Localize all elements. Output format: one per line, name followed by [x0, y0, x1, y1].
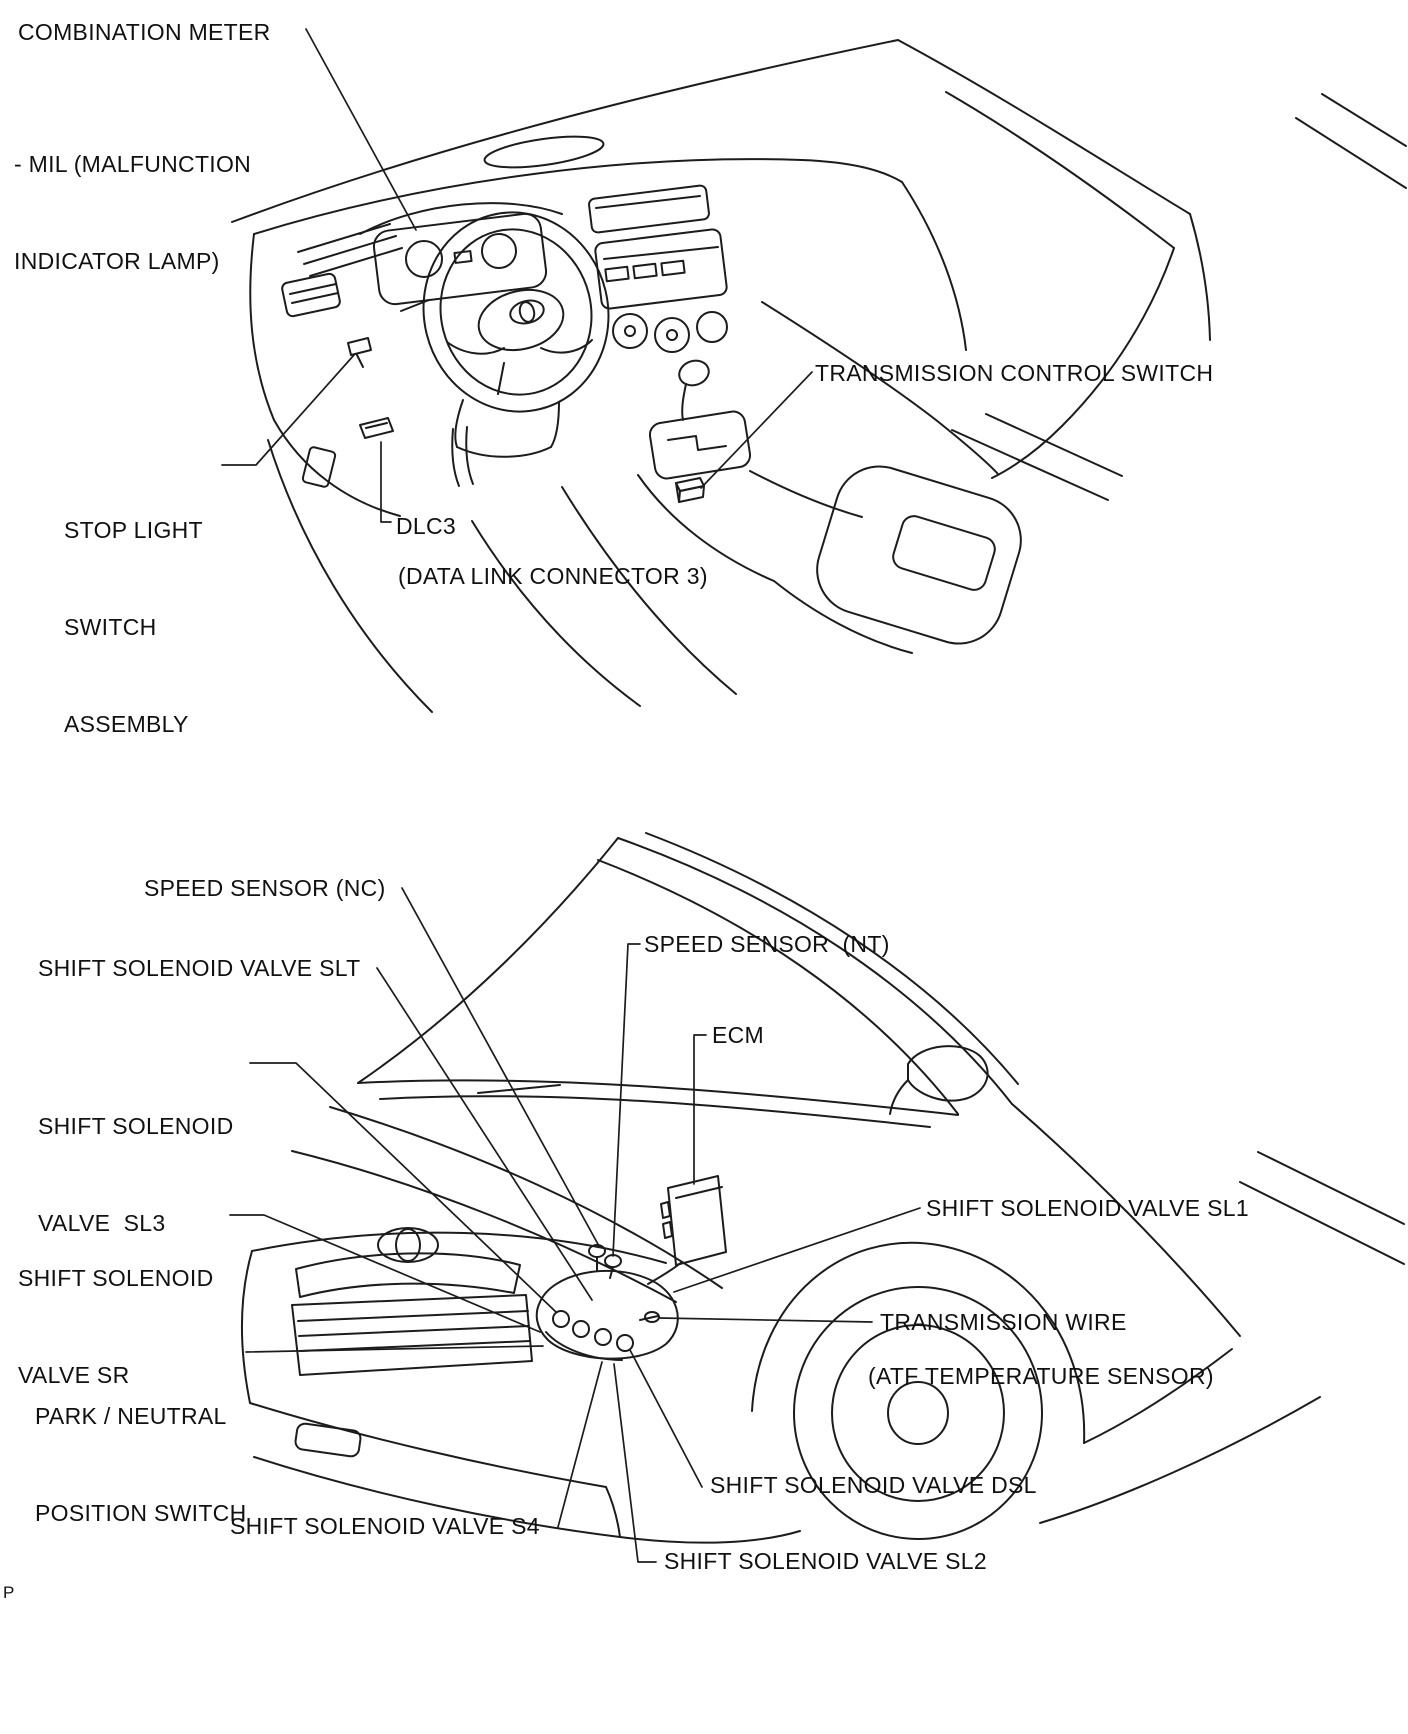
leader-ecm — [694, 1035, 706, 1184]
label-park-neutral-line1: PARK / NEUTRAL — [35, 1403, 227, 1430]
label-stop-light-switch-line1: STOP LIGHT — [64, 517, 203, 544]
label-shift-solenoid-valve-sl2: SHIFT SOLENOID VALVE SL2 — [664, 1548, 987, 1574]
label-speed-sensor-nt: SPEED SENSOR (NT) — [644, 931, 890, 957]
engine-bay-leader-lines — [230, 888, 920, 1562]
leader-shift-solenoid-valve-sl1 — [674, 1208, 920, 1292]
leader-shift-solenoid-valve-slt — [377, 968, 592, 1300]
leader-transmission-wire — [660, 1318, 872, 1322]
label-combination-meter: COMBINATION METER — [18, 19, 271, 45]
label-shift-solenoid-valve-sl1: SHIFT SOLENOID VALVE SL1 — [926, 1195, 1249, 1221]
label-ecm: ECM — [712, 1022, 765, 1048]
leader-shift-solenoid-valve-sr — [230, 1215, 540, 1332]
label-mil-line1: - MIL (MALFUNCTION — [14, 151, 252, 178]
leader-transmission-control-switch — [701, 372, 812, 488]
label-shift-solenoid-valve-sr-line2: VALVE SR — [18, 1361, 130, 1388]
label-shift-solenoid-valve-s4: SHIFT SOLENOID VALVE S4 — [230, 1513, 540, 1539]
label-speed-sensor-nc: SPEED SENSOR (NC) — [144, 875, 386, 901]
label-shift-solenoid-valve-sr-line1: SHIFT SOLENOID — [18, 1265, 214, 1292]
label-shift-solenoid-valve-dsl: SHIFT SOLENOID VALVE DSL — [710, 1472, 1037, 1498]
page-corner-mark: P — [3, 1583, 15, 1602]
label-shift-solenoid-valve-sl3-line1: SHIFT SOLENOID — [38, 1113, 234, 1140]
transmission-control-switch-part — [676, 478, 704, 502]
label-stop-light-switch-line3: ASSEMBLY — [64, 710, 189, 737]
label-dlc3-expansion: (DATA LINK CONNECTOR 3) — [398, 563, 708, 589]
gear-shifter-part — [648, 357, 752, 480]
label-transmission-wire: TRANSMISSION WIRE — [880, 1309, 1127, 1335]
label-dlc3: DLC3 — [396, 513, 457, 539]
label-park-neutral-position-switch — [35, 1336, 247, 1594]
label-shift-solenoid-valve-sl3-line2: VALVE SL3 — [38, 1209, 166, 1236]
stop-light-switch-part — [348, 338, 371, 367]
steering-wheel-part — [403, 193, 630, 432]
grille-part — [292, 1295, 532, 1375]
label-atf-temperature-sensor: (ATF TEMPERATURE SENSOR) — [868, 1363, 1214, 1389]
leader-shift-solenoid-valve-s4 — [558, 1362, 602, 1527]
label-mil — [14, 84, 251, 342]
dlc3-connector-part — [360, 418, 393, 438]
label-park-neutral-line2: POSITION SWITCH — [35, 1499, 247, 1526]
label-stop-light-switch-line2: SWITCH — [64, 613, 157, 640]
combination-meter-part — [372, 212, 548, 306]
ecm-part — [661, 1176, 726, 1265]
label-mil-line2: INDICATOR LAMP) — [14, 247, 220, 274]
leader-shift-solenoid-valve-dsl — [630, 1350, 702, 1487]
label-shift-solenoid-valve-slt: SHIFT SOLENOID VALVE SLT — [38, 955, 361, 981]
leader-combination-meter — [306, 29, 416, 230]
leader-stop-light-switch — [222, 355, 354, 465]
side-mirror-part — [890, 1046, 988, 1114]
label-stop-light-switch-assembly — [64, 450, 203, 804]
label-transmission-control-switch: TRANSMISSION CONTROL SWITCH — [815, 360, 1214, 386]
